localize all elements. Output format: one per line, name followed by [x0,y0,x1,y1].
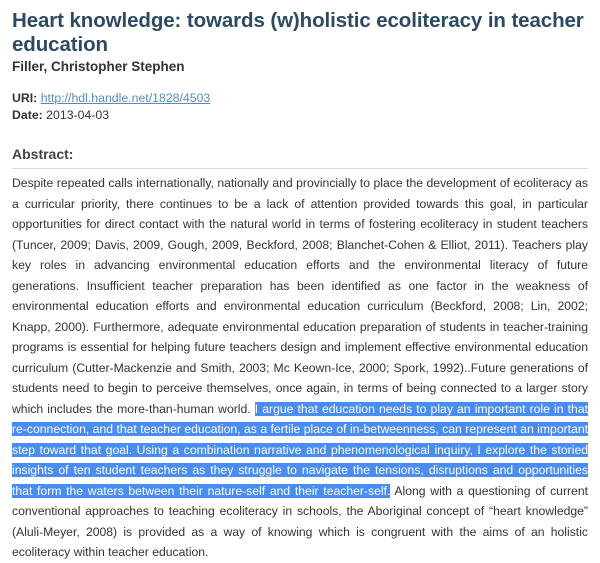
abstract-text-before: Despite repeated calls internationally, nationally and provincially to place the development of ecoliteracy as a curricular priority, there continues to be a lack of attention provided towards this goal, in particular opportunities for direct contact with the natural world in terms of fostering ecoliteracy in student teachers (Tuncer, 2009; Davis, 2009, Gough, 2009, Beckford, 2008; Blanchet-Cohen & Elliot, 2011). Teachers play key roles in advancing environmental education efforts and the environmental literacy of future generations. Insufficient teacher preparation has been identified as one factor in the weakness of environmental education efforts and environmental education curriculum (Beckford, 2008; Lin, 2002; Knapp, 2000). Furthermore, adequate environmental education preparation of students in teacher-training programs is essential for helping future teachers design and implement effective environmental education curriculum (Cutter-Mackenzie and Smith, 2003; Mc Keown-Ice, 2000; Spork, 1992)..Future generations of students need to begin to perceive themselves, once again, in terms of being connected to a larger story which includes the more-than-human world. [12,176,588,416]
date-row [12,107,588,124]
date-label: Date: [12,108,43,122]
abstract-text-after: Along with a questioning of current conventional approaches to teaching ecoliteracy in schools, the Aboriginal concept of “heart knowledge” (Aluli-Meyer, 2008) is provided as a way of knowing which is congruent with the aims of an holistic ecoliteracy within teacher education. [12,483,588,559]
abstract-heading: Abstract: [12,146,74,162]
author-name: Filler, Christopher Stephen [12,59,185,74]
abstract-text[interactable] [12,173,588,563]
item-record [12,9,588,563]
date-value: 2013-04-03 [46,108,110,122]
abstract-divider [12,168,588,169]
item-metadata [12,90,588,124]
selected-text[interactable]: I argue that education needs to play an important role in that re-connection, and that teacher education, as a fertile place of in-betweenness, can represent an important step toward that goal. Using a combination narrative and phenomenological inquiry, I explore the storied insights of ten student teachers as they struggle to navigate the tensions, disruptions and opportunities that form the waters between their nature-self and their teacher-self. [12,401,588,498]
uri-label: URI: [12,91,38,105]
uri-row [12,90,588,107]
uri-link[interactable]: http://hdl.handle.net/1828/4503 [40,91,211,105]
page-title: Heart knowledge: towards (w)holistic ecoliteracy in teacher education [12,9,584,56]
